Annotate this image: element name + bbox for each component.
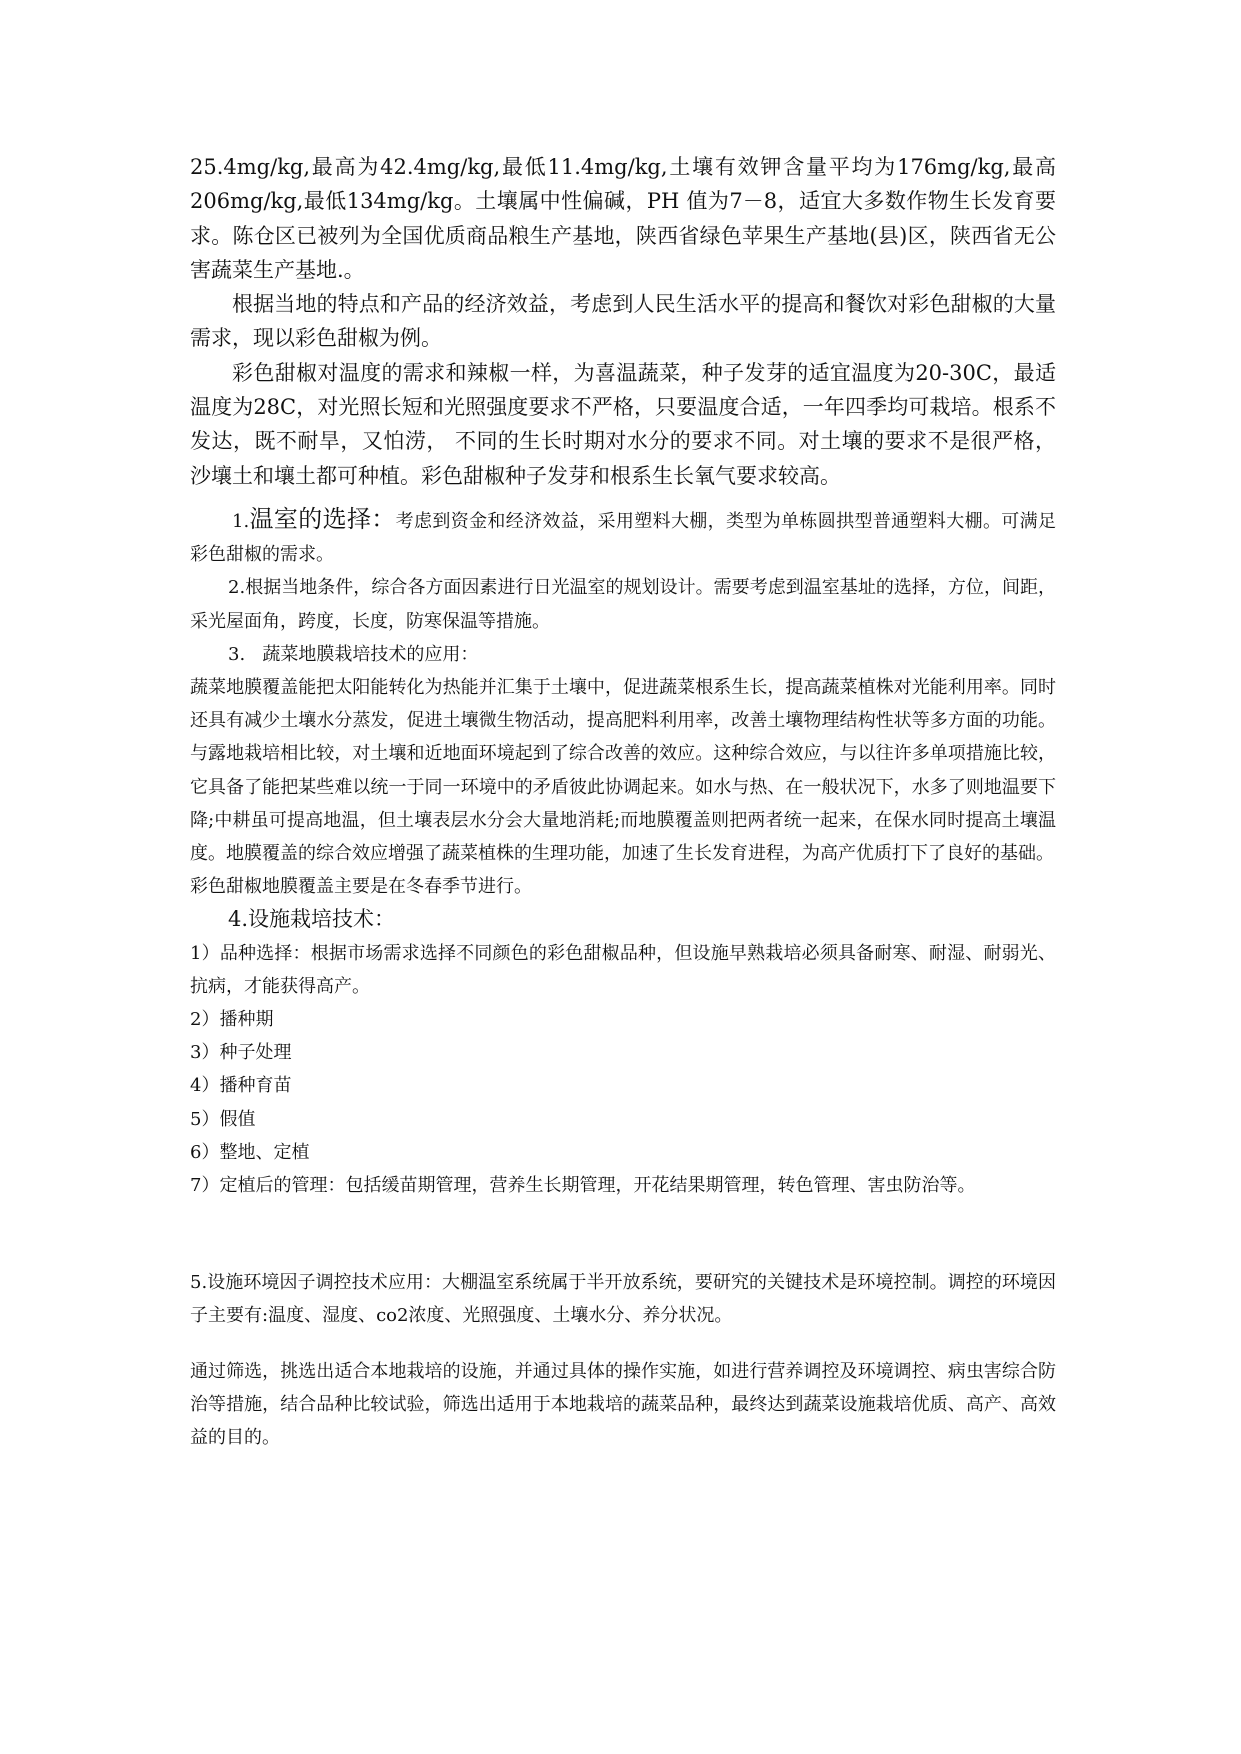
list-item-seedling: 4）播种育苗 [190, 1075, 292, 1097]
section-mulch-body: 蔬菜地膜覆盖能把太阳能转化为热能并汇集于土壤中，促进蔬菜根系生长，提高蔬菜植株对光能利用率。同时还具有减少土壤水分蒸发，促进土壤微生物活动，提高肥料利用率，改善土壤物理结构性状等多方面的功能。与露地栽培相比较，对土壤和近地面环境起到了综合改善的效应。这种综合效应，与以往许多单项措施比较，它具备了能把某些难以统一于同一环境中的矛盾彼此协调起来。如水与热、在一般状况下，水多了则地温要下降;中耕虽可提高地温，但土壤表层水分会大量地消耗;而地膜覆盖则把两者统一起来，在保水同时提高土壤温度。地膜覆盖的综合效应增强了蔬菜植株的生理功能，加速了生长发育进程，为高产优质打下了良好的基础。 [190, 676, 1056, 864]
section-mulch-note: 彩色甜椒地膜覆盖主要是在冬春季节进行。 [190, 876, 532, 898]
section-facility-heading: 4.设施栽培技术： [228, 907, 396, 932]
list-item-soil-prep: 6）整地、定植 [190, 1141, 310, 1163]
list-item-seed-treatment: 3）种子处理 [190, 1042, 292, 1064]
paragraph-local-choice: 根据当地的特点和产品的经济效益，考虑到人民生活水平的提高和餐饮对彩色甜椒的大量需求，现以彩色甜椒为例。 [190, 292, 1056, 351]
section-mulch-heading: 3. 蔬菜地膜栽培技术的应用： [228, 643, 479, 665]
section-environment-control: 5.设施环境因子调控技术应用：大棚温室系统属于半开放系统，要研究的关键技术是环境控制。调控的环境因子主要有:温度、湿度、co2浓度、光照强度、土壤水分、养分状况。 [190, 1272, 1056, 1327]
paragraph-pepper-requirements: 彩色甜椒对温度的需求和辣椒一样，为喜温蔬菜，种子发芽的适宜温度为20-30C，最适温度为28C，对光照长短和光照强度要求不严格，只要温度合适，一年四季均可栽培。根系不发达，既不耐旱，又怕涝， 不同的生长时期对水分的要求不同。对土壤的要求不是很严格，沙壤土和壤土都可种植。彩色甜椒种子发芽和根系生长氧气要求较高。 [190, 360, 1056, 488]
paragraph-conclusion: 通过筛选，挑选出适合本地栽培的设施，并通过具体的操作实施，如进行营养调控及环境调控、病虫害综合防治等措施，结合品种比较试验，筛选出适用于本地栽培的蔬菜品种，最终达到蔬菜设施栽培优质、高产、高效益的目的。 [190, 1360, 1056, 1449]
list-item-variety: 1）品种选择：根据市场需求选择不同颜色的彩色甜椒品种，但设施早熟栽培必须具备耐寒、耐湿、耐弱光、抗病，才能获得高产。 [190, 942, 1056, 997]
section-1-text: 考虑到资金和经济效益，采用塑料大棚，类型为单栋圆拱型普通塑料大棚。可满足彩色甜椒的需求。 [190, 510, 1056, 566]
section-1-heading: 温室的选择： [249, 504, 396, 533]
section-1-number: 1. [232, 510, 250, 532]
paragraph-soil-nutrients: 25.4mg/kg,最高为42.4mg/kg,最低11.4mg/kg,土壤有效钾含量平均为176mg/kg,最高206mg/kg,最低134mg/kg。土壤属中性偏碱，PH 值为7－8，适宜大多数作物生长发育要求。陈仓区已被列为全国优质商品粮生产基地，陕西省绿色苹果生产基地(县)区，陕西省无公害蔬菜生产基地.。 [190, 155, 1056, 282]
list-item-sowing-period: 2）播种期 [190, 1009, 274, 1031]
section-greenhouse-planning: 2.根据当地条件，综合各方面因素进行日光温室的规划设计。需要考虑到温室基址的选择，方位，间距，采光屋面角，跨度，长度，防寒保温等措施。 [190, 577, 1056, 632]
section-greenhouse-selection [190, 503, 1056, 571]
list-item-management: 7）定植后的管理：包括缓苗期管理，营养生长期管理，开花结果期管理，转色管理、害虫防治等。 [190, 1175, 976, 1197]
list-item-fake-planting: 5）假值 [190, 1108, 256, 1130]
document-page [190, 150, 1056, 1454]
